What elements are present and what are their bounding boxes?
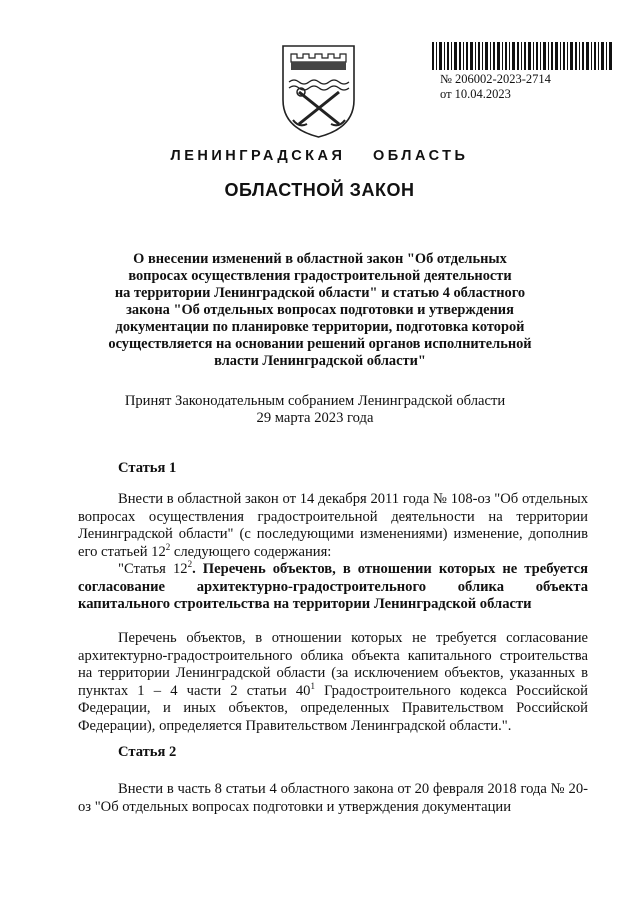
registration-number: № 206002-2023-2714: [440, 72, 551, 86]
registration-block: [440, 72, 551, 102]
registration-date: от 10.04.2023: [440, 87, 511, 101]
article-1-body: [78, 630, 588, 735]
adoption-date: 29 марта 2023 года: [256, 410, 374, 426]
article-2-body: [78, 781, 588, 816]
article-1-intro-paragraph: [78, 491, 588, 561]
new-article-title: [78, 561, 588, 614]
article-2-paragraph: Внести в часть 8 статьи 4 областного закона от 20 февраля 2018 года № 20-оз "Об отдельных вопросах подготовки и утверждения документации: [78, 781, 588, 815]
law-title: [100, 251, 540, 370]
article-1-intro: [78, 491, 588, 614]
title-line: О внесении изменений в областной закон "Об отдельных: [133, 251, 507, 267]
new-article-title-text: . Перечень объектов, в отношении которых не требуется согласование архитектурно-градостроительного облика объекта капитального строительства на территории Ленинградской области: [78, 561, 588, 612]
intro-text: Внести в областной закон от 14 декабря 2011 года № 108-оз "Об отдельных вопросах осуществления градостроительной деятельности на территории Ленинградской области" (с последующими изменениями) изменение, дополнив его статьей 12: [78, 491, 588, 560]
title-line: на территории Ленинградской области" и статью 4 областного: [114, 285, 526, 301]
title-line: власти Ленинградской области": [214, 353, 426, 369]
article-1-body-paragraph: [78, 630, 588, 735]
article-1-heading: Статья 1: [118, 460, 177, 476]
barcode-graphic: [432, 42, 612, 70]
intro-text-end: следующего содержания:: [170, 543, 332, 560]
new-article-label: "Статья 12: [118, 561, 188, 577]
adoption-line: Принят Законодательным собранием Ленинградской области: [124, 393, 506, 409]
article-2-heading: Статья 2: [118, 744, 177, 760]
body-superscript: 1: [310, 680, 315, 691]
adoption-note: [80, 393, 550, 427]
body-text: Перечень объектов, в отношении которых не требуется согласование архитектурно-градостроительного облика объекта капитального строительства на территории Ленинградской области (за исключением объектов, указанных в пунктах 1 – 4 части 2 статьи 40: [78, 630, 588, 699]
body-text-end: Градостроительного кодекса Российской Федерации, и иных объектов, определенных Правительством Российской Федерации), определяется Правительством Ленинградской области.".: [78, 682, 588, 734]
region-heading: ЛЕНИНГРАДСКАЯ ОБЛАСТЬ: [170, 148, 469, 164]
title-line: осуществляется на основании решений органов исполнительной: [108, 336, 532, 352]
document-type-heading: ОБЛАСТНОЙ ЗАКОН: [224, 180, 415, 200]
intro-superscript: 2: [165, 541, 171, 552]
title-line: документации по планировке территории, подготовка которой: [115, 319, 525, 335]
new-article-superscript: 2: [187, 559, 193, 570]
title-line: вопросах осуществления градостроительной деятельности: [128, 268, 512, 284]
coat-of-arms-emblem: [279, 42, 358, 140]
title-line: закона "Об отдельных вопросах подготовки и утверждения: [126, 302, 514, 318]
